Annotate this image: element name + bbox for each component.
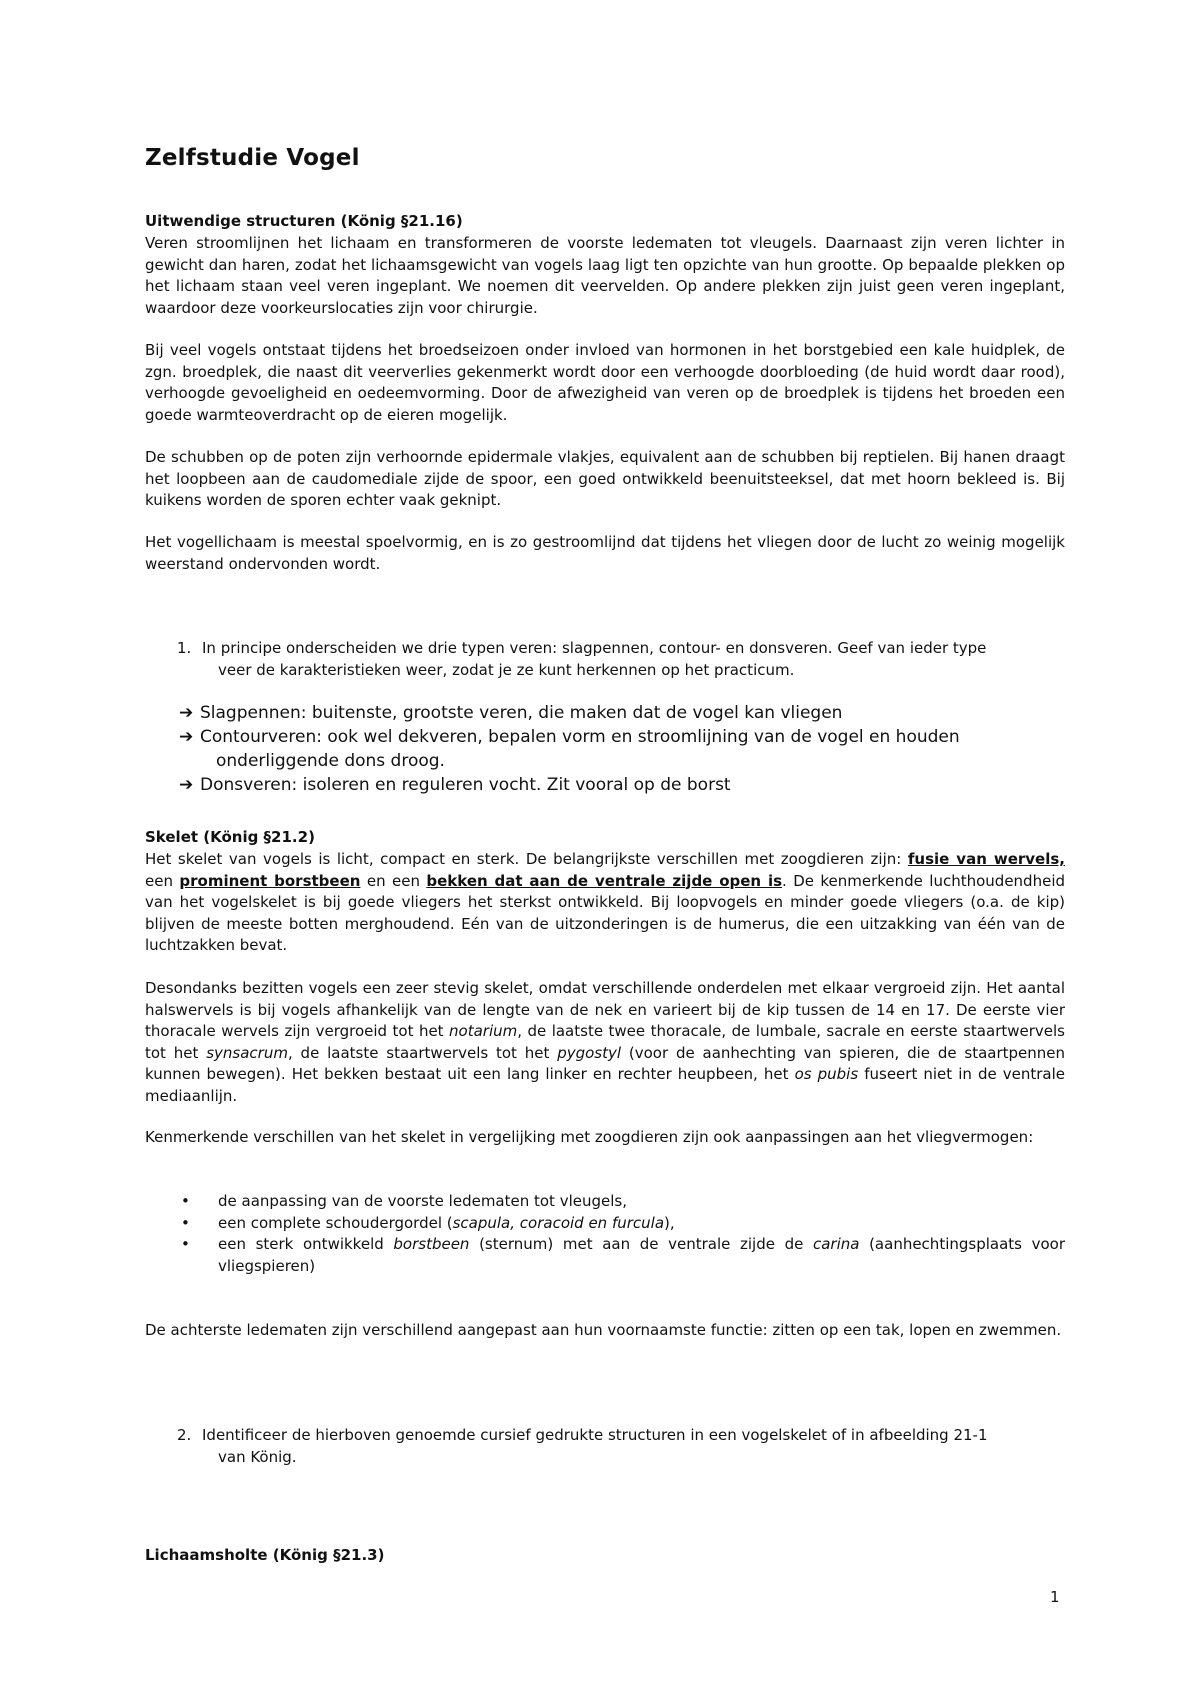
- text-run: (voor de aanhechting van spieren, die de staartpennen kunnen bewegen). Het bekken bestaat uit een lang linker en rechter heupbeen, het: [145, 1043, 1066, 1083]
- heading-external-structures: Uitwendige structuren (König §21.16): [145, 212, 463, 230]
- bullet-text: (sternum) met aan de ventrale zijde de: [469, 1235, 813, 1253]
- page-title: Zelfstudie Vogel: [145, 145, 360, 171]
- answer-contourveren: [179, 725, 1065, 773]
- bullet-text: een complete schoudergordel (: [218, 1213, 453, 1232]
- question-text-line1: Identificeer de hierboven genoemde cursief gedrukte structuren in een vogelskelet of in afbeelding 21-1: [202, 1426, 988, 1444]
- question-text-line1: In principe onderscheiden we drie typen veren: slagpennen, contour- en donsveren. Geef van ieder type: [202, 639, 987, 657]
- bullet-item: [177, 1191, 1065, 1213]
- text-run: . De kenmerkende luchthoudendheid van het vogelskelet is bij goede vliegers het sterkst ontwikkeld. Bij loopvogels en minder goede vliegers (o.a. de kip) blijven de meeste botten merghoudend. Eén van de uitzonderingen is de humerus, die een uitzakking van één van de luchtzakken bevat.: [145, 871, 1066, 954]
- paragraph-skeleton-intro: [145, 849, 1065, 957]
- question-2: [177, 1425, 1065, 1468]
- text-run: en een: [360, 871, 427, 890]
- paragraph-feathers: Veren stroomlijnen het lichaam en transformeren de voorste ledematen tot vleugels. Daarnaast zijn veren lichter in gewicht dan haren, zodat het lichaamsgewicht van vogels laag ligt ten opzichte van hun grootte. Op bepaalde plekken op het lichaam staan veel veren ingeplant. We noemen dit veervelden. Op andere plekken zijn juist geen veren ingeplant, waardoor deze voorkeurslocaties zijn voor chirurgie.: [145, 234, 1065, 317]
- bullet-text: (aanhechtingsplaats voor vliegspieren): [218, 1235, 1066, 1275]
- question-1: [177, 638, 1065, 681]
- heading-body-cavity: Lichaamsholte (König §21.3): [145, 1546, 385, 1564]
- answer-text: Contourveren: ook wel dekveren, bepalen vorm en stroomlijning van de vogel en houden: [200, 727, 960, 747]
- term-carina: carina: [812, 1235, 860, 1253]
- answer-list: [179, 701, 1065, 797]
- term-shoulder-girdle: scapula, coracoid en furcula: [452, 1213, 665, 1232]
- bullet-text: de aanpassing van de voorste ledematen tot vleugels,: [218, 1192, 627, 1210]
- answer-text: Slagpennen: buitenste, grootste veren, die maken dat de vogel kan vliegen: [200, 703, 843, 723]
- question-text-line2: van König.: [218, 1447, 297, 1466]
- question-text-line2: veer de karakteristieken weer, zodat je ze kunt herkennen op het practicum.: [218, 660, 795, 679]
- answer-text-continued: onderliggende dons droog.: [216, 751, 445, 771]
- paragraph-skeleton-fusion: [145, 978, 1065, 1107]
- arrow-icon: ➔: [179, 703, 194, 723]
- paragraph-flight-adaptations: Kenmerkende verschillen van het skelet in vergelijking met zoogdieren zijn ook aanpassingen aan het vliegvermogen:: [145, 1128, 1034, 1146]
- bullet-item: [177, 1213, 1065, 1235]
- emphasis-sternum: prominent borstbeen: [179, 871, 361, 890]
- term-os-pubis: os pubis: [794, 1065, 859, 1083]
- paragraph-scales: De schubben op de poten zijn verhoornde epidermale vlakjes, equivalent aan de schubben bij reptielen. Bij hanen draagt het loopbeen aan de caudomediale zijde de spoor, een goed ontwikkeld beenuitsteeksel, dat met hoorn bekleed is. Bij kuikens worden de sporen echter vaak geknipt.: [145, 448, 1065, 509]
- text-run: , de laatste twee thoracale, de lumbale, sacrale en eerste staartwervels tot het: [145, 1022, 1065, 1062]
- answer-donsveren: [179, 773, 1065, 797]
- text-run: fuseert niet in de ventrale mediaanlijn.: [145, 1065, 1066, 1105]
- bullet-icon: •: [181, 1235, 190, 1253]
- paragraph-body-shape: Het vogellichaam is meestal spoelvormig, en is zo gestroomlijnd dat tijdens het vliegen door de lucht zo weinig mogelijk weerstand ondervonden wordt.: [145, 533, 1065, 573]
- heading-skeleton: Skelet (König §21.2): [145, 828, 315, 846]
- term-notarium: notarium: [449, 1022, 518, 1040]
- question-number: 1.: [177, 639, 192, 657]
- page-number: 1: [1050, 1588, 1060, 1606]
- bullet-text: een sterk ontwikkeld: [218, 1235, 394, 1253]
- text-run: Het skelet van vogels is licht, compact en sterk. De belangrijkste verschillen met zoogdieren zijn:: [145, 850, 908, 868]
- arrow-icon: ➔: [179, 775, 194, 795]
- text-run: , de laatste staartwervels tot het: [287, 1043, 558, 1062]
- bullet-icon: •: [181, 1192, 190, 1210]
- text-run: Desondanks bezitten vogels een zeer stevig skelet, omdat verschillende onderdelen met elkaar vergroeid zijn. Het aantal halswervels is bij vogels afhankelijk van de lengte van de nek en varieert bij de kip tussen de 14 en 17. De eerste vier thoracale wervels zijn vergroeid tot het: [145, 979, 1065, 1040]
- question-number: 2.: [177, 1426, 192, 1444]
- bullet-text: ),: [664, 1213, 675, 1232]
- answer-slagpennen: [179, 701, 1065, 725]
- bullet-list: [177, 1191, 1065, 1277]
- emphasis-pelvis: bekken dat aan de ventrale zijde open is: [426, 871, 783, 890]
- emphasis-vertebrae-fusion: fusie van wervels,: [907, 850, 1065, 868]
- bullet-item: [177, 1234, 1065, 1277]
- arrow-icon: ➔: [179, 727, 194, 747]
- paragraph-hind-limbs: De achterste ledematen zijn verschillend aangepast aan hun voornaamste functie: zitten op een tak, lopen en zwemmen.: [145, 1321, 1062, 1339]
- term-borstbeen: borstbeen: [393, 1235, 470, 1253]
- bullet-icon: •: [181, 1213, 190, 1232]
- term-synsacrum: synsacrum: [206, 1043, 288, 1062]
- paragraph-brood-patch: Bij veel vogels ontstaat tijdens het broedseizoen onder invloed van hormonen in het borstgebied een kale huidplek, de zgn. broedplek, die naast dit veerverlies gekenmerkt wordt door een verhoogde doorbloeding (de huid wordt daar rood), verhoogde gevoeligheid en oedeemvorming. Door de afwezigheid van veren op de broedplek is tijdens het broeden een goede warmteoverdracht op de eieren mogelijk.: [145, 341, 1065, 424]
- term-pygostyl: pygostyl: [557, 1043, 622, 1062]
- answer-text: Donsveren: isoleren en reguleren vocht. Zit vooral op de borst: [200, 775, 731, 795]
- text-run: een: [145, 871, 180, 890]
